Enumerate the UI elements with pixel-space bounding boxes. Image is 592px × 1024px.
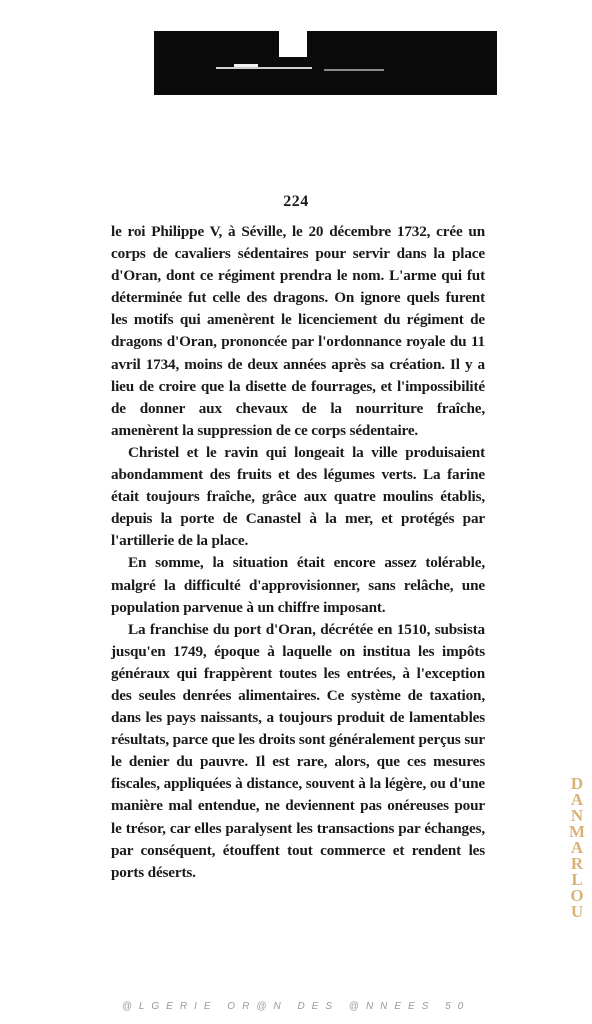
body-text: [111, 221, 485, 884]
band-notch: [279, 31, 307, 57]
scanned-black-band: [154, 31, 497, 95]
band-streak: [216, 67, 312, 69]
paragraph: La franchise du port d'Oran, décrétée en 1510, subsista jusqu'en 1749, époque à laquelle on institua les impôts généraux qui frappèrent toutes les entrées, à l'exception des seules denrées alimentaires. Ce système de taxation, dans les pays naissants, a toujours produit de lamentables résultats, parce que les droits sont généralement perçus sur le denier du pauvre. Il est rare, alors, que ces mesures fiscales, appliquées à distance, souvent à la légère, ou d'une manière mal entendue, ne deviennent pas onéreuses pour le trésor, car elles paralysent les transactions par échanges, par conséquent, étouffent tout commerce et rendent les ports déserts.: [111, 620, 485, 881]
side-watermark: DANMARLOU: [568, 774, 586, 921]
paragraph: le roi Philippe V, à Séville, le 20 décembre 1732, crée un corps de cavaliers sédentaires pour servir dans la place d'Oran, dont ce régiment prendra le nom. L'arme qui fut déterminée fut celle des dragons. On ignore quels furent les motifs qui amenèrent le licenciement du régiment de dragons d'Oran, prononcée par l'ordonnance royale du 11 avril 1734, moins de deux années après sa création. Il y a lieu de croire que la disette de fourrages, et l'impossibilité de donner aux chevaux de la nourriture fraîche, amenèrent la suppression de ce corps sédentaire.: [111, 223, 485, 439]
page-number: 224: [283, 193, 309, 210]
paragraph: Christel et le ravin qui longeait la ville produisaient abondamment des fruits et des légumes verts. La farine était toujours fraîche, grâce aux quatre moulins établis, depuis la porte de Canastel à la mer, et protégés par l'artillerie de la place.: [111, 443, 485, 550]
footer-watermark: @LGERIE OR@N DES @NNEES 50: [121, 1001, 471, 1012]
paragraph: En somme, la situation était encore assez tolérable, malgré la difficulté d'approvisionner, sans relâche, une population parvenue à un chiffre imposant.: [111, 554, 485, 616]
band-streak: [324, 69, 384, 71]
